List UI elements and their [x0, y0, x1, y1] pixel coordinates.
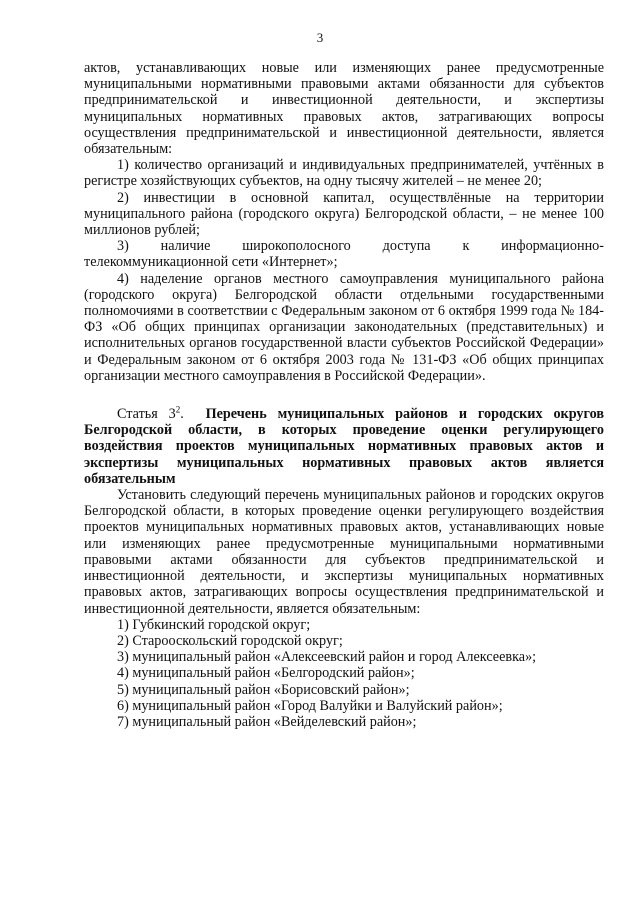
page-number: 3	[316, 30, 324, 45]
document-body	[84, 60, 604, 730]
list-item: 4) муниципальный район «Белгородский район»;	[117, 665, 415, 682]
criterion-3: 3) наличие широкополосного доступа к информационно-телекоммуникационной сети «Интернет»;	[84, 238, 604, 271]
criterion-1: 1) количество организаций и индивидуальных предпринимателей, учтённых в регистре хозяйствующих субъектов, на одну тысячу жителей – не менее 20;	[84, 157, 604, 190]
article-suffix: .	[180, 406, 184, 423]
article-prefix: Статья 3	[117, 406, 176, 423]
article-superscript: 2	[175, 404, 181, 415]
criterion-2: 2) инвестиции в основной капитал, осуществлённые на территории муниципального района (городского округа) Белгородской области, – не менее 100 миллионов рублей;	[84, 189, 604, 239]
article-heading	[84, 406, 604, 487]
list-item: 6) муниципальный район «Город Валуйки и Валуйский район»;	[117, 697, 503, 714]
list-item: 5) муниципальный район «Борисовский район»;	[117, 681, 410, 698]
article-title: Перечень муниципальных районов и городских округов Белгородской области, в которых проведение оценки регулирующего воздействия проектов муниципальных нормативных правовых актов и экспертизы муниципальных нормативных правовых актов является обязательным	[84, 406, 604, 487]
list-item: 2) Старооскольский городской округ;	[117, 632, 343, 649]
list-item: 1) Губкинский городской округ;	[117, 616, 311, 633]
list-item: 3) муниципальный район «Алексеевский район и город Алексеевка»;	[117, 649, 537, 666]
section-gap	[84, 384, 604, 406]
paragraph-continuation: актов, устанавливающих новые или изменяющих ранее предусмотренные муниципальными нормативными правовыми актами обязанности для субъектов предпринимательской и инвестиционной деятельности, и экспертизы муниципальных нормативных правовых актов, затрагивающих вопросы осуществления предпринимательской и инвестиционной деятельности, является обязательным:	[84, 60, 604, 158]
districts-list	[84, 617, 604, 730]
article-intro: Установить следующий перечень муниципальных районов и городских округов Белгородской области, в которых проведение оценки регулирующего воздействия проектов муниципальных нормативных правовых актов, устанавливающих новые или изменяющих ранее предусмотренные муниципальными нормативными правовыми актами обязанности для субъектов предпринимательской и инвестиционной деятельности, и экспертизы муниципальных нормативных правовых актов, затрагивающих вопросы осуществления предпринимательской и инвестиционной деятельности, является обязательным:	[84, 487, 604, 617]
criterion-4: 4) наделение органов местного самоуправления муниципального района (городского округа) Белгородской области отдельными государственными полномочиями в соответствии с Федеральным законом от 6 октября 1999 года № 184-ФЗ «Об общих принципах организации законодательных (представительных) и исполнительных органов государственной власти субъектов Российской Федерации» и Федеральным законом от 6 октября 2003 года № 131-ФЗ «Об общих принципах организации местного самоуправления в Российской Федерации».	[84, 270, 604, 384]
list-item: 7) муниципальный район «Вейделевский район»;	[117, 713, 417, 730]
